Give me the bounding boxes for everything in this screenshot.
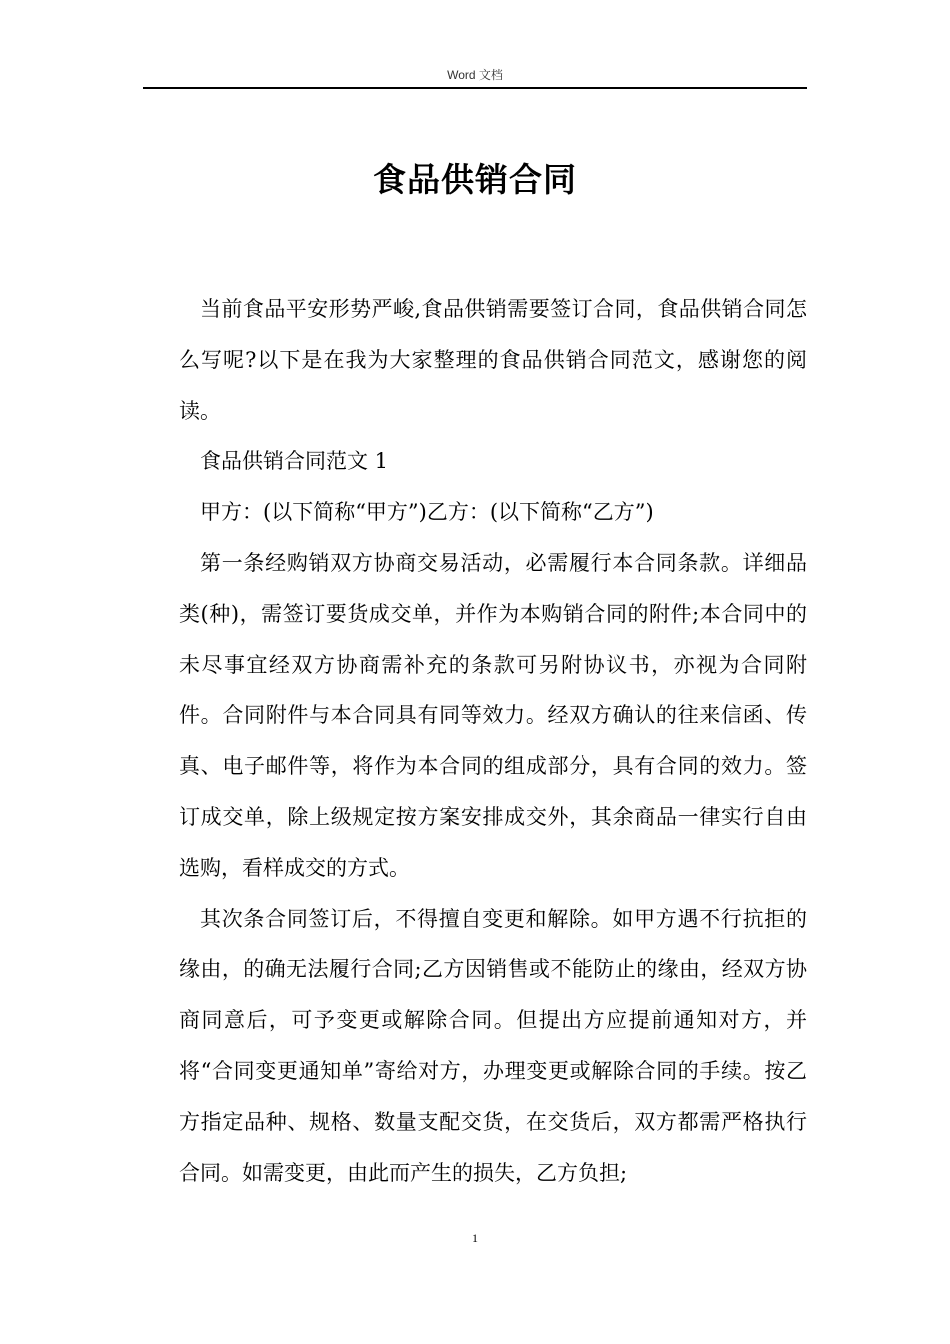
document-title: 食品供销合同 [373,160,577,199]
page-header-label: Word 文档 [447,68,503,82]
paragraph-parties: 甲方：(以下简称“甲方”)乙方：(以下简称“乙方”) [200,500,654,525]
document-body [179,284,807,1198]
paragraph-section-heading: 食品供销合同范文 1 [200,449,389,474]
paragraph-intro: 当前食品平安形势严峻,食品供销需要签订合同，食品供销合同怎么写呢?以下是在我为大家整理的食品供销合同范文，感谢您的阅读。 [179,297,807,423]
page-number: 1 [472,1231,478,1245]
paragraph-article-1: 第一条经购销双方协商交易活动，必需履行本合同条款。详细品类(种)，需签订要货成交单，并作为本购销合同的附件;本合同中的未尽事宜经双方协商需补充的条款可另附协议书，亦视为合同附件。合同附件与本合同具有同等效力。经双方确认的往来信函、传真、电子邮件等，将作为本合同的组成部分，具有合同的效力。签订成交单，除上级规定按方案安排成交外，其余商品一律实行自由选购，看样成交的方式。 [179,550,807,880]
header-divider [143,87,807,89]
paragraph-article-2: 其次条合同签订后，不得擅自变更和解除。如甲方遇不行抗拒的缘由，的确无法履行合同;乙方因销售或不能防止的缘由，经双方协商同意后，可予变更或解除合同。但提出方应提前通知对方，并将“合同变更通知单”寄给对方，办理变更或解除合同的手续。按乙方指定品种、规格、数量支配交货，在交货后，双方都需严格执行合同。如需变更，由此而产生的损失，乙方负担; [179,906,807,1185]
